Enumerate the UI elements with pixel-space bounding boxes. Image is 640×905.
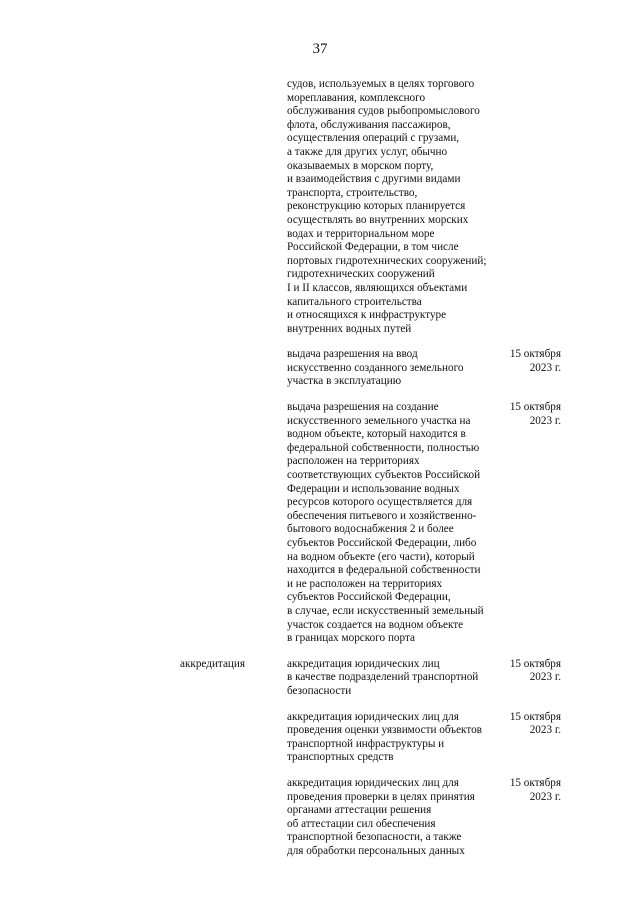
date-line: 15 октября [509, 401, 561, 414]
date-line: 2023 г. [529, 724, 561, 737]
description-line: обеспечения питьевого и хозяйственно- [287, 509, 477, 522]
table-row [0, 78, 640, 336]
table-row [0, 777, 640, 859]
description-line: транспортной инфраструктуры и [287, 737, 445, 750]
description-line: оказываемых в морском порту, [287, 159, 434, 172]
description-line: аккредитация юридических лиц для [287, 776, 459, 789]
description-line: портовых гидротехнических сооружений; [287, 254, 487, 267]
description-line: Российской Федерации, в том числе [287, 241, 459, 254]
description-line: проведения оценки уязвимости объектов [287, 724, 482, 737]
description-line: флота, обслуживания пассажиров, [287, 118, 451, 131]
description-line: мореплавания, комплексного [287, 91, 426, 104]
date-line: 2023 г. [529, 790, 561, 803]
table-row [0, 711, 640, 765]
description-cell [287, 401, 505, 646]
description-line: и не расположен на территориях [287, 577, 443, 590]
description-line: Федерации и использование водных [287, 482, 460, 495]
date-line: 2023 г. [529, 414, 561, 427]
description-line: находится в федеральной собственности [287, 564, 481, 577]
description-line: для обработки персональных данных [287, 844, 465, 857]
description-line: в качестве подразделений транспортной [287, 671, 479, 684]
description-line: а также для других услуг, обычно [287, 145, 448, 158]
date-cell [505, 658, 561, 685]
page-number: 37 [312, 41, 328, 57]
description-line: соответствующих субъектов Российской [287, 469, 481, 482]
date-cell [505, 777, 561, 804]
description-line: органами аттестации решения [287, 804, 432, 817]
description-line: субъектов Российской Федерации, либо [287, 537, 477, 549]
description-line: транспортных средств [287, 751, 394, 764]
description-cell [287, 78, 505, 336]
description-line: об аттестации сил обеспечения [287, 817, 436, 830]
date-line: 2023 г. [529, 361, 561, 374]
description-cell [287, 711, 505, 765]
description-line: I и II классов, являющихся объектами [287, 281, 468, 294]
description-line: транспорта, строительство, [287, 186, 418, 199]
category-cell: аккредитация [180, 657, 246, 670]
description-line: аккредитация юридических лиц [287, 657, 440, 670]
date-cell [505, 401, 561, 428]
date-line: 2023 г. [529, 671, 561, 684]
description-line: аккредитация юридических лиц для [287, 710, 459, 723]
description-line: расположен на территориях [287, 455, 420, 468]
description-cell [287, 777, 505, 859]
description-line: внутренних водных путей [287, 322, 412, 335]
description-line: участок создается на водном объекте [287, 618, 464, 631]
description-line: искусственно созданного земельного [287, 361, 464, 374]
description-line: и взаимодействия с другими видами [287, 173, 461, 186]
description-line: субъектов Российской Федерации, [287, 591, 451, 604]
table-row [0, 348, 640, 389]
description-line: водном объекте, который находится в [287, 428, 466, 441]
description-line: в случае, если искусственный земельный [287, 604, 484, 617]
description-line: капитального строительства [287, 295, 422, 308]
description-line: транспортной безопасности, а также [287, 831, 462, 844]
description-line: в границах морского порта [287, 632, 415, 645]
description-line: проведения проверки в целях принятия [287, 790, 475, 803]
description-line: федеральной собственности, полностью [287, 441, 480, 454]
date-cell [505, 348, 561, 375]
description-line: ресурсов которого осуществляется для [287, 496, 473, 509]
description-line: водах и территориальном море [287, 227, 435, 240]
table-row [0, 401, 640, 646]
description-line: безопасности [287, 684, 352, 697]
date-cell [505, 711, 561, 738]
description-line: обслуживания судов рыбопромыслового [287, 105, 480, 118]
description-line: искусственного земельного участка на [287, 414, 471, 427]
date-line: 15 октября [509, 776, 561, 789]
description-cell [287, 658, 505, 699]
description-line: реконструкцию которых планируется [287, 200, 466, 213]
description-cell [287, 348, 505, 389]
description-line: судов, используемых в целях торгового [287, 78, 475, 90]
date-line: 15 октября [509, 348, 561, 361]
description-line: осуществления операций с грузами, [287, 132, 460, 145]
description-line: выдача разрешения на ввод [287, 348, 418, 361]
description-line: осуществлять во внутренних морских [287, 213, 469, 226]
description-line: на водном объекте (его части), который [287, 550, 475, 563]
description-line: участка в эксплуатацию [287, 375, 402, 388]
description-line: и относящихся к инфраструктуре [287, 309, 447, 322]
table-row [0, 658, 640, 699]
date-line: 15 октября [509, 710, 561, 723]
date-line: 15 октября [509, 657, 561, 670]
description-line: бытового водоснабжения 2 и более [287, 523, 454, 536]
document-table [0, 78, 640, 870]
description-line: выдача разрешения на создание [287, 401, 439, 414]
description-line: гидротехнических сооружений [287, 268, 435, 281]
